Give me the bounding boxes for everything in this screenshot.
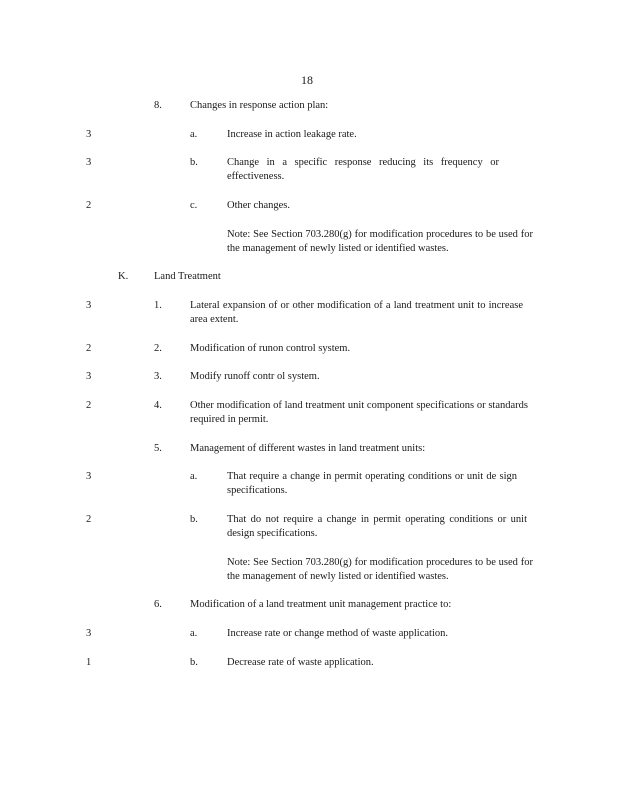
- subitem-letter: b.: [190, 657, 198, 668]
- class-number: 3: [86, 129, 92, 140]
- subitem-letter: a.: [190, 129, 198, 140]
- item-number: 1.: [154, 300, 162, 311]
- item-number: 3.: [154, 371, 162, 382]
- item-text: Changes in response action plan:: [190, 100, 329, 111]
- item-number: 6.: [154, 599, 162, 610]
- note: Note: See Section 703.280(g) for modification procedures to be used for the management of newly listed or identified wastes.: [227, 229, 533, 254]
- subitem-text: Increase in action leakage rate.: [227, 129, 357, 140]
- class-number: 2: [86, 343, 92, 354]
- class-number: 2: [86, 200, 92, 211]
- subitem-text: Decrease rate of waste application.: [227, 657, 374, 668]
- class-number: 2: [86, 400, 92, 411]
- item-text: Management of different wastes in land treatment units:: [190, 443, 426, 454]
- subitem-letter: b.: [190, 157, 198, 168]
- item-number: 5.: [154, 443, 162, 454]
- subitem-text: Increase rate or change method of waste application.: [227, 628, 448, 639]
- class-number: 3: [86, 157, 92, 168]
- section-letter: K.: [118, 271, 129, 282]
- class-number: 3: [86, 300, 92, 311]
- subitem-letter: b.: [190, 514, 198, 525]
- item-text: Modification of runon control system.: [190, 343, 351, 354]
- note: Note: See Section 703.280(g) for modification procedures to be used for the management of newly listed or identified wastes.: [227, 557, 533, 582]
- subitem-text: That do not require a change in permit operating conditions or unit design specifications.: [227, 514, 527, 539]
- subitem-letter: c.: [190, 200, 198, 211]
- section-title: Land Treatment: [154, 271, 221, 282]
- item-text: Modify runoff contr ol system.: [190, 371, 320, 382]
- item-text: Lateral expansion of or other modification of a land treatment unit to increase area extent.: [190, 300, 523, 325]
- item-number: 4.: [154, 400, 162, 411]
- item-text: Modification of a land treatment unit management practice to:: [190, 599, 452, 610]
- item-number: 8.: [154, 100, 162, 111]
- item-number: 2.: [154, 343, 162, 354]
- subitem-text: That require a change in permit operating conditions or unit de sign specifications.: [227, 471, 517, 496]
- class-number: 1: [86, 657, 92, 668]
- item-text: Other modification of land treatment unit component specifications or standards required in permit.: [190, 400, 528, 425]
- class-number: 3: [86, 371, 92, 382]
- class-number: 3: [86, 628, 92, 639]
- class-number: 3: [86, 471, 92, 482]
- page-number: 18: [301, 73, 313, 87]
- class-number: 2: [86, 514, 92, 525]
- subitem-letter: a.: [190, 628, 198, 639]
- subitem-text: Other changes.: [227, 200, 290, 211]
- subitem-letter: a.: [190, 471, 198, 482]
- subitem-text: Change in a specific response reducing its frequency or effectiveness.: [227, 157, 499, 182]
